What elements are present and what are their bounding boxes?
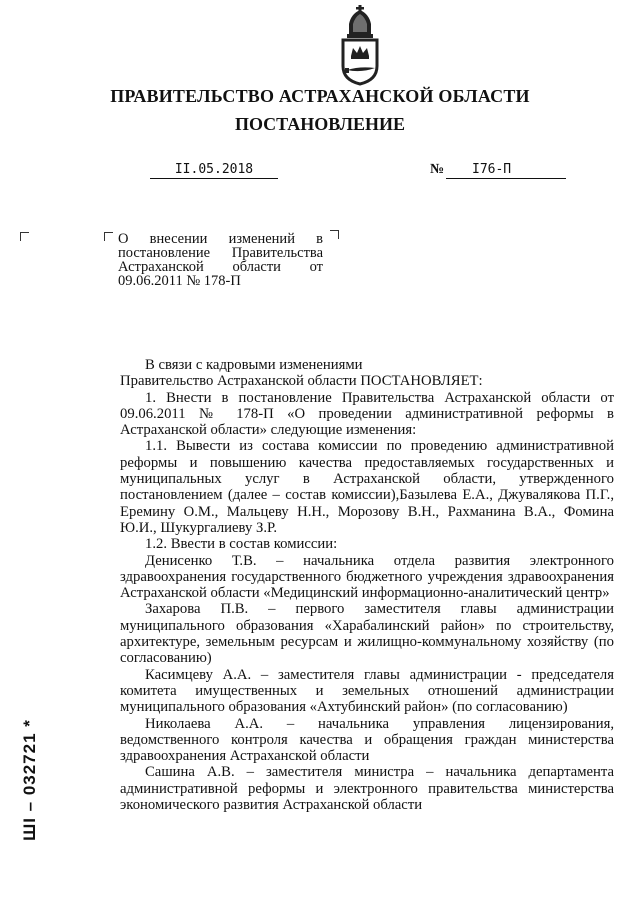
side-registration-code [10,690,40,890]
government-title: ПРАВИТЕЛЬСТВО АСТРАХАНСКОЙ ОБЛАСТИ [110,86,530,106]
corner-mark-left [20,232,29,241]
body-paragraph: Сашина А.В. – заместителя министра – начальника департамента административной реформы и электронного правительства министерства экономического развития Астраханской области [120,764,614,814]
document-type-title: ПОСТАНОВЛЕНИЕ [234,114,406,134]
corner-mark-subject-right [330,230,339,239]
number-sign: № [430,162,445,177]
body-paragraph: Николаева А.А. – начальника управления лицензирования, ведомственного контроля качества и обращения граждан министерства здравоохранения Астраханской области [120,715,614,765]
body-paragraph: Правительство Астраханской области ПОСТАНОВЛЯЕТ: [120,373,483,390]
side-code-text: ШI – 032721 * [20,719,39,841]
document-number: I76-П [446,162,566,179]
corner-mark-subject-left [104,232,113,241]
document-body [120,357,614,813]
body-paragraph: Денисенко Т.В. – начальника отдела развития электронного здравоохранения государственного бюджетного учреждения здравоохранения Астраханской области «Медицинский информационно-аналитический центр» [120,552,614,602]
coat-of-arms-emblem [331,4,389,86]
body-paragraph: 1. Внести в постановление Правительства Астраханской области от 09.06.2011 № 178-П «О проведении административной реформы в Астраханской области» следующие изменения: [120,389,614,439]
body-paragraph: В связи с кадровыми изменениями [145,357,363,373]
document-subject: О внесении изменений в постановление Правительства Астраханской области от 09.06.2011 № 178-П [118,231,323,289]
body-paragraph: 1.2. Ввести в состав комиссии: [145,536,338,553]
body-paragraph: Касимцеву А.А. – заместителя главы администрации - председателя комитета имущественных и земельных отношений администрации муниципального образования «Ахтубинский район» (по согласованию) [120,666,614,716]
body-paragraph: Захарова П.В. – первого заместителя главы администрации муниципального образования «Харабалинский район» по строительству, архитектуре, земельным ресурсам и жилищно-коммунальному хозяйству (по согласованию) [120,601,614,667]
body-paragraph: 1.1. Вывести из состава комиссии по проведению административной реформы и повышению качества предоставляемых государственных и муниципальных услуг в Астраханской области, утвержденного постановлением (далее – состав комиссии),Базылева Е.А., Джувалякова П.Г., Еремину О.М., Мальцеву Н.Н., Морозову В.Н., Рахманина В.А., Фомина Ю.И., Шукургалиеву З.Р. [120,438,614,536]
document-date: II.05.2018 [150,162,278,179]
